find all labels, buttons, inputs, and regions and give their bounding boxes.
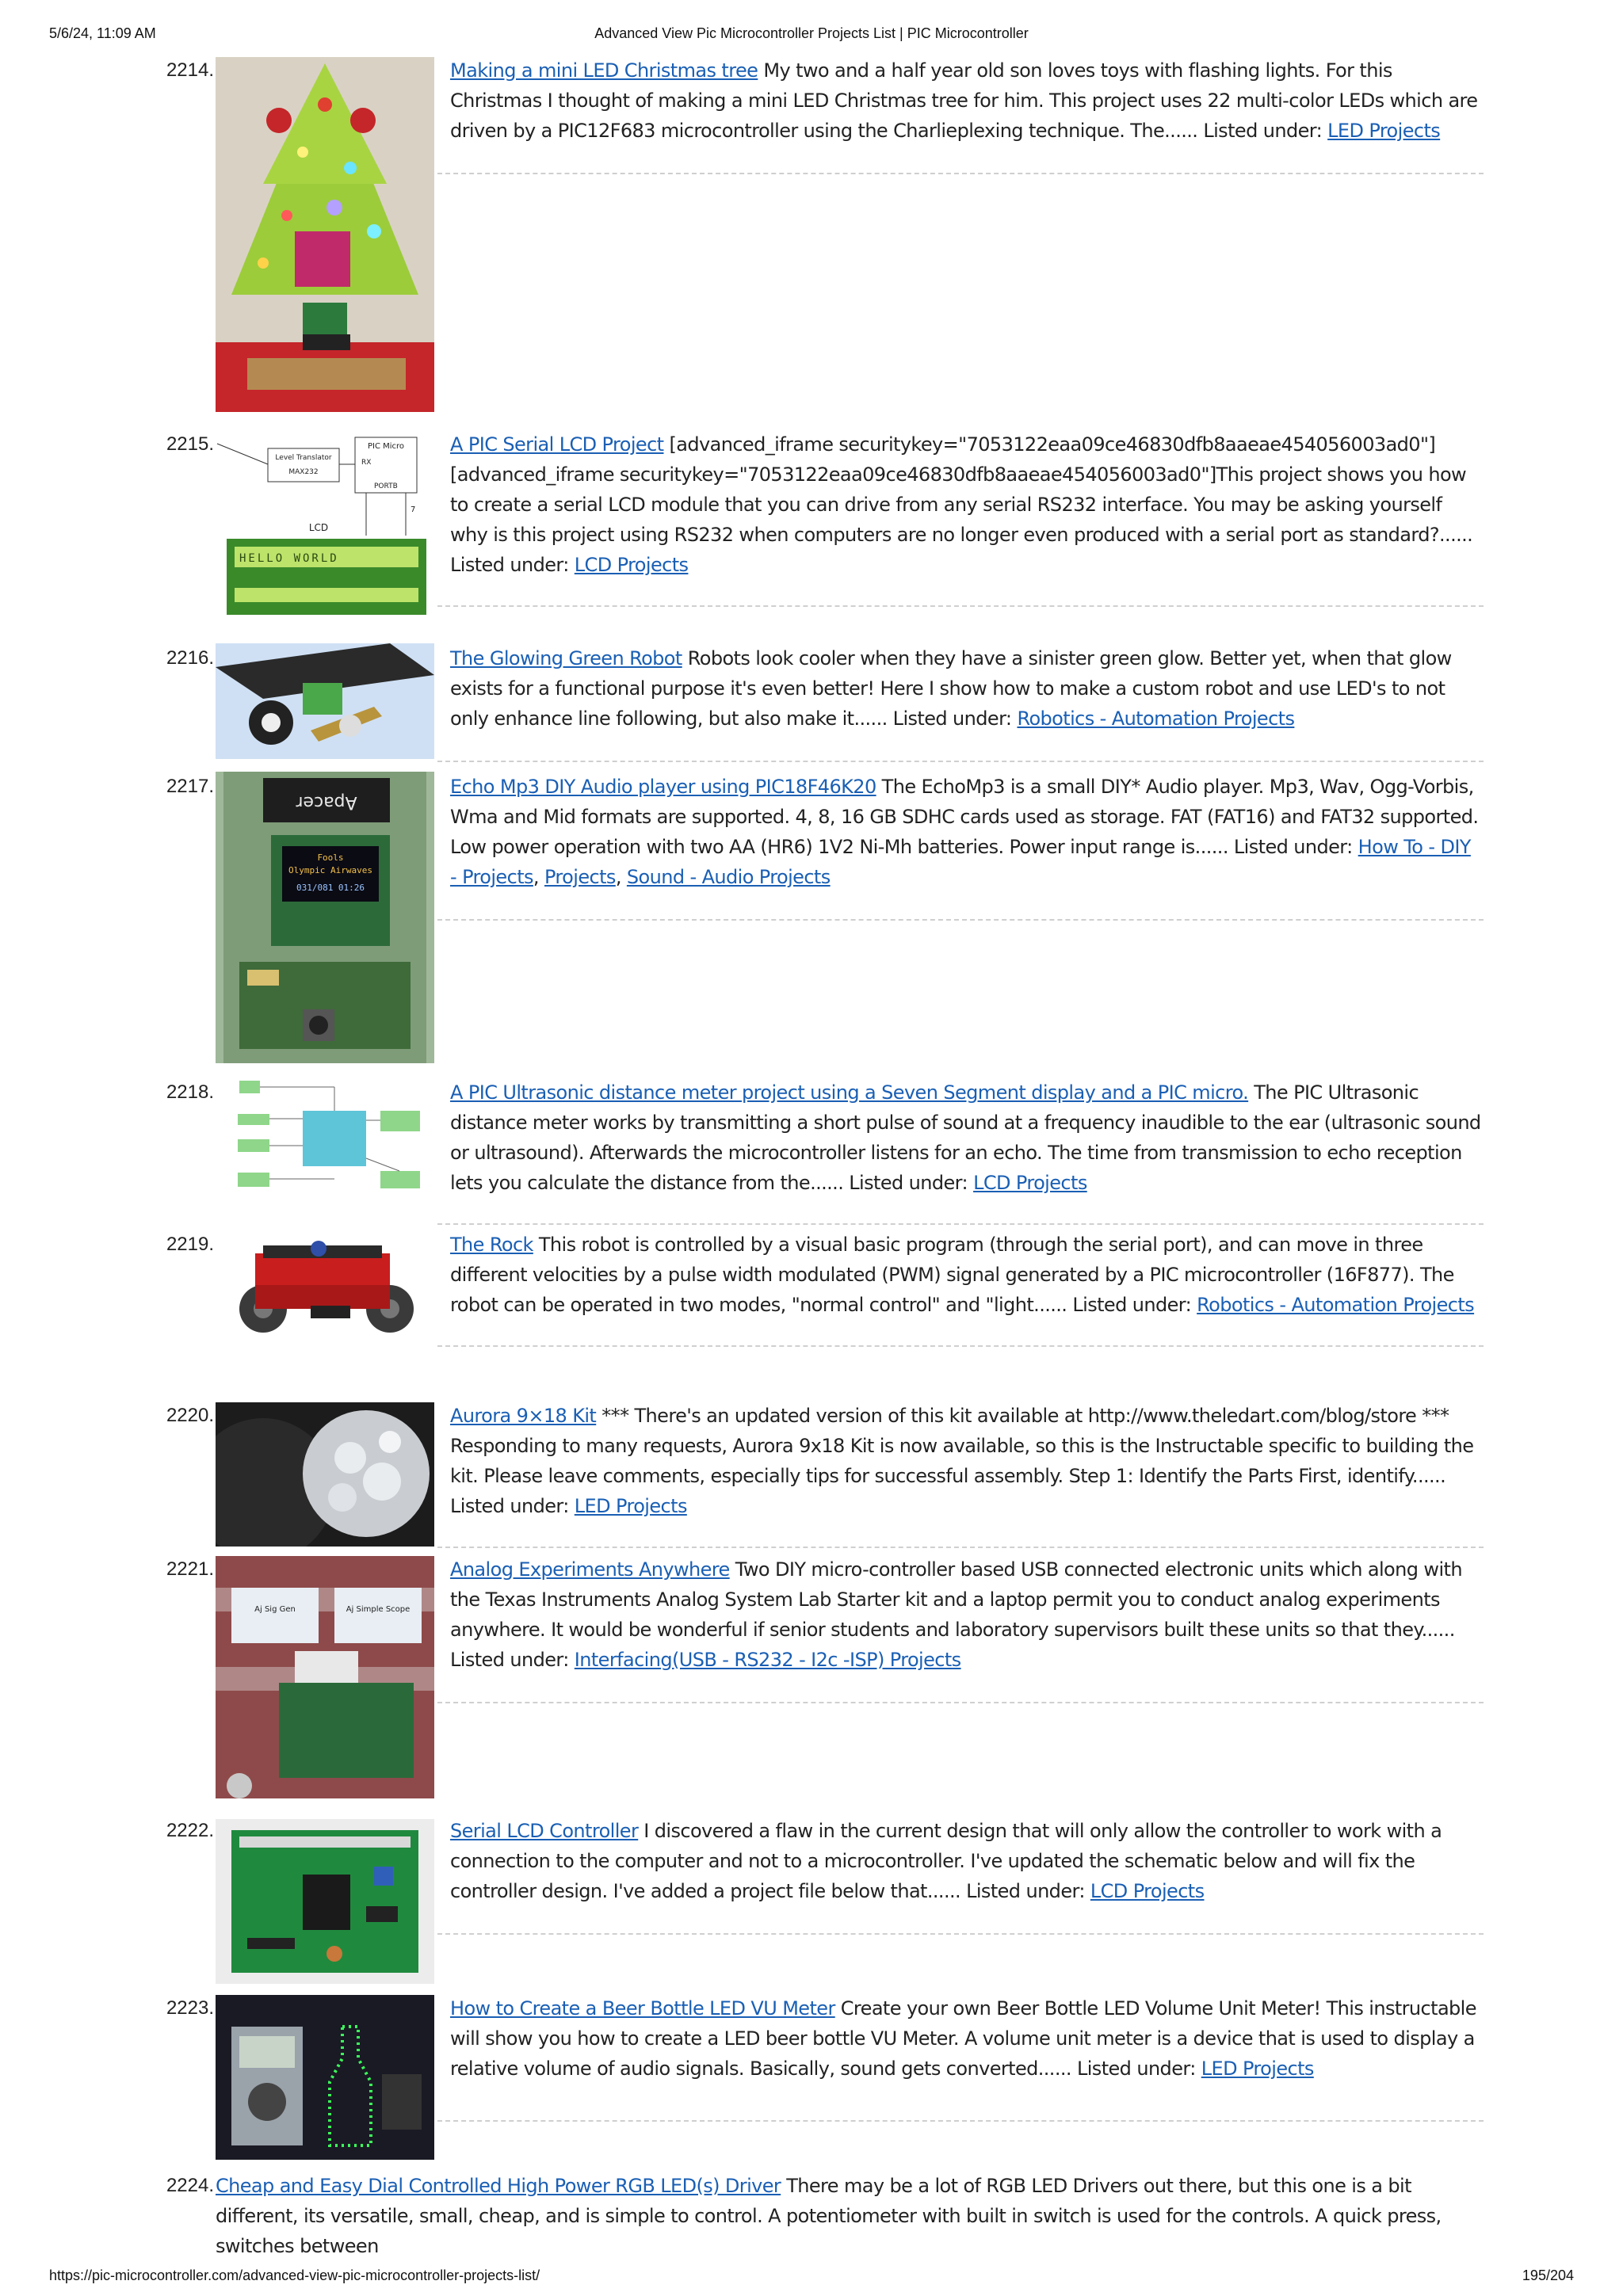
project-title-link[interactable]: Echo Mp3 DIY Audio player using PIC18F46K20 (450, 776, 876, 798)
aurora-kit-image[interactable] (216, 1402, 434, 1547)
diagram-label: MAX232 (288, 468, 319, 476)
entry-divider (437, 919, 1484, 921)
project-title-link[interactable]: A PIC Serial LCD Project (450, 433, 664, 456)
project-description: How to Create a Beer Bottle LED VU Meter Create your own Beer Bottle LED Volume Unit Meter! This instructable will show you how to create a LED beer bottle VU Meter. A volume unit meter is a device that is used to display a relative volume of audio signals. Basically, sound gets converted...... Listed under: LED Projects (450, 1997, 1476, 2080)
category-link[interactable]: LED Projects (1327, 120, 1441, 142)
category-link[interactable]: How To - DIY - Projects (450, 836, 1471, 888)
serial-lcd-controller-image[interactable] (216, 1819, 434, 1984)
project-description: A PIC Ultrasonic distance meter project using a Seven Segment display and a PIC micro. The PIC Ultrasonic distance meter works by transmitting a short pulse of sound at a frequency inaudible to the ear (ultrasonic sound or ultrasound). Afterwards the microcontroller listens for an echo. The time from transmission to echo reception lets you calculate the distance from the...... Listed under: LCD Projects (450, 1081, 1481, 1194)
diagram-label: HELLO WORLD (239, 552, 339, 565)
category-link[interactable]: Interfacing(USB - RS232 - I2c -ISP) Projects (574, 1649, 961, 1671)
diagram-label: LCD (308, 522, 329, 533)
project-description: Echo Mp3 DIY Audio player using PIC18F46K20 The EchoMp3 is a small DIY* Audio player. Mp3, Wav, Ogg-Vorbis, Wma and Mid formats are supported. 4, 8, 16 GB SDHC cards used as storage. FAT (FAT16) and FAT32 supported. Low power operation with two AA (HR6) 1V2 Ni-Mh batteries. Power input range is...... Listed under: How To - DIY - Projects, Projects, Sound - Audio Projects (450, 776, 1479, 888)
christmas-tree-image[interactable] (216, 57, 434, 412)
entry-divider (437, 1547, 1484, 1548)
print-page-title: Advanced View Pic Microcontroller Projects List | PIC Microcontroller (594, 25, 1029, 41)
project-title-link[interactable]: A PIC Ultrasonic distance meter project using a Seven Segment display and a PIC micro. (450, 1081, 1249, 1104)
diagram-label: 7 (411, 505, 416, 514)
entry-divider (437, 2120, 1484, 2122)
diagram-label: RX (361, 459, 372, 467)
project-description: Making a mini LED Christmas tree My two and a half year old son loves toys with flashing lights. For this Christmas I thought of making a mini LED Christmas tree for him. This project uses 22 multi-color LEDs which are driven by a PIC12F683 microcontroller using the Charlieplexing technique. The...... Listed under: LED Projects (450, 59, 1478, 142)
print-datetime: 5/6/24, 11:09 AM (49, 25, 156, 41)
project-title-link[interactable]: Serial LCD Controller (450, 1820, 639, 1842)
photo-text: Aj Sig Gen (254, 1605, 296, 1614)
category-link[interactable]: LED Projects (574, 1495, 687, 1517)
print-header (0, 25, 1623, 46)
project-description: Aurora 9×18 Kit *** There's an updated version of this kit available at http://www.theledart.com/blog/store *** Responding to many requests, Aurora 9x18 Kit is now available, so this is the Instructable specific to building the kit. Please leave comments, especially tips for successful assembly. Step 1: Identify the Parts First, identify...... Listed under: LED Projects (450, 1405, 1474, 1517)
project-description: Cheap and Easy Dial Controlled High Power RGB LED(s) Driver There may be a lot of RGB LED Drivers out there, but this one is a bit different, its versatile, small, cheap, and is simple to control. A potentiometer with built in switch is used for the controls. A quick press, switches between (216, 2175, 1442, 2257)
print-page-number: 195/204 (1522, 2267, 1574, 2283)
diagram-label: PORTB (374, 482, 398, 490)
photo-text: Apacer (296, 792, 357, 812)
project-description: Analog Experiments Anywhere Two DIY micro-controller based USB connected electronic units which along with the Texas Instruments Analog System Lab Starter kit and a laptop permit you to conduct analog experiments anywhere. It would be wonderful if senior students and laboratory supervisors built these units so that they...... Listed under: Interfacing(USB - RS232 - I2c -ISP) Projects (450, 1558, 1462, 1671)
project-number: 2223. (166, 1997, 214, 2019)
green-robot-image[interactable] (216, 643, 434, 759)
project-number: 2219. (166, 1234, 214, 1255)
entry-divider (437, 1345, 1484, 1347)
project-description: The Rock This robot is controlled by a visual basic program (through the serial port), and can move in three different velocities by a pulse width modulated (PWM) signal generated by a PIC microcontroller (16F877). The robot can be operated in two modes, "normal control" and "light...... Listed under: Robotics - Automation Projects (450, 1234, 1475, 1316)
entry-divider (437, 1933, 1484, 1935)
project-description: A PIC Serial LCD Project [advanced_iframe securitykey="7053122eaa09ce46830dfb8aaeae454056003ad0"] [advanced_iframe securitykey="7053122eaa09ce46830dfb8aaeae454056003ad0"]This project shows you how to create a serial LCD module that you can drive from any serial RS232 interface. You may be asking yourself why is this project using RS232 when computers are no longer even produced with a serial port as standard?...... Listed under: LCD Projects (450, 433, 1473, 576)
project-number: 2214. (166, 59, 214, 81)
echo-mp3-image[interactable] (216, 772, 434, 1063)
project-title-link[interactable]: How to Create a Beer Bottle LED VU Meter (450, 1997, 835, 2019)
project-description: The Glowing Green Robot Robots look cooler when they have a sinister green glow. Better yet, when that glow exists for a functional purpose it's even better! Here I show how to make a custom robot and use LED's to not only enhance line following, but also make it...... Listed under: Robotics - Automation Projects (450, 647, 1452, 730)
entry-divider (437, 1223, 1484, 1225)
diagram-label: PIC Micro (367, 442, 405, 451)
project-number: 2216. (166, 647, 214, 669)
print-url: https://pic-microcontroller.com/advanced-view-pic-microcontroller-projects-list/ (49, 2267, 540, 2283)
project-number: 2215. (166, 433, 214, 455)
category-link[interactable]: Robotics - Automation Projects (1197, 1294, 1475, 1316)
rock-robot-image[interactable] (216, 1230, 434, 1345)
category-link[interactable]: Projects (544, 866, 616, 888)
photo-text: Olympic Airwaves (288, 865, 372, 875)
category-link[interactable]: Sound - Audio Projects (626, 866, 831, 888)
category-link[interactable]: LCD Projects (1090, 1880, 1205, 1902)
entry-divider (437, 605, 1484, 607)
project-number: 2222. (166, 1820, 214, 1841)
category-link[interactable]: Robotics - Automation Projects (1017, 707, 1295, 730)
photo-text: Fools (317, 852, 344, 863)
project-title-link[interactable]: Aurora 9×18 Kit (450, 1405, 597, 1427)
project-number: 2217. (166, 776, 214, 797)
analog-experiments-image[interactable] (216, 1556, 434, 1798)
project-title-link[interactable]: The Rock (450, 1234, 533, 1256)
category-link[interactable]: LED Projects (1201, 2058, 1314, 2080)
photo-text: 031/081 01:26 (296, 883, 365, 893)
beer-bottle-vu-meter-image[interactable] (216, 1995, 434, 2160)
photo-text: Aj Simple Scope (346, 1605, 411, 1614)
serial-lcd-diagram[interactable] (216, 433, 434, 621)
project-title-link[interactable]: The Glowing Green Robot (450, 647, 682, 669)
project-number: 2221. (166, 1558, 214, 1580)
project-number: 2220. (166, 1405, 214, 1426)
diagram-label: Level Translator (275, 454, 332, 462)
entry-divider (437, 761, 1484, 762)
entry-divider (437, 173, 1484, 174)
project-description: Serial LCD Controller I discovered a flaw in the current design that will only allow the controller to work with a connection to the computer and not to a microcontroller. I've updated the schematic below and will fix the controller design. I've added a project file below that...... Listed under: LCD Projects (450, 1820, 1442, 1902)
entry-divider (437, 1702, 1484, 1703)
project-title-link[interactable]: Making a mini LED Christmas tree (450, 59, 758, 82)
project-title-link[interactable]: Cheap and Easy Dial Controlled High Power RGB LED(s) Driver (216, 2175, 781, 2197)
project-number: 2224. (166, 2175, 214, 2196)
project-title-link[interactable]: Analog Experiments Anywhere (450, 1558, 730, 1581)
project-number: 2218. (166, 1081, 214, 1103)
print-footer (0, 2267, 1623, 2288)
ultrasonic-diagram-image[interactable] (216, 1079, 434, 1198)
category-link[interactable]: LCD Projects (973, 1172, 1087, 1194)
category-link[interactable]: LCD Projects (574, 554, 689, 576)
